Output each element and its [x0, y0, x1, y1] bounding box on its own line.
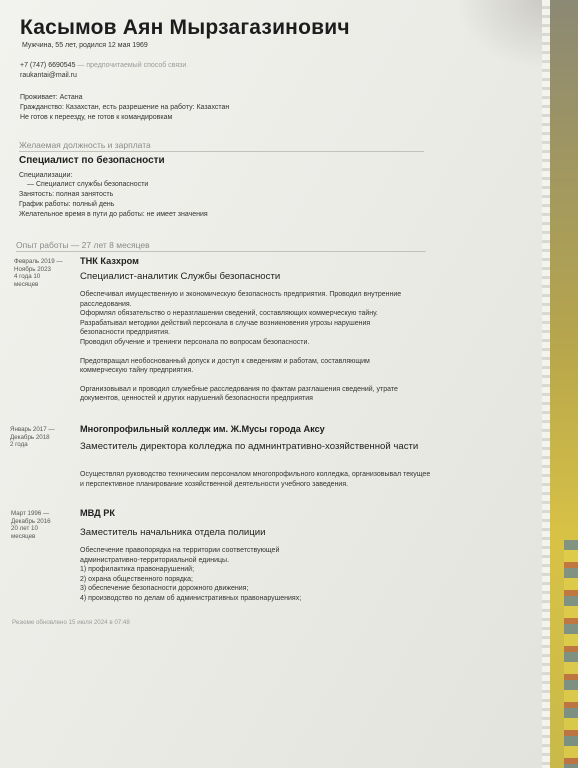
specialization-item: — Специалист службы безопасности — [27, 181, 149, 188]
candidate-bio: Мужчина, 55 лет, родился 12 мая 1969 — [22, 42, 148, 49]
contact-email[interactable]: raukantai@mail.ru — [20, 72, 77, 79]
paper-edge — [542, 0, 550, 768]
contact-phone-line — [20, 61, 186, 71]
specializations-label: Специализации: — [19, 172, 73, 179]
job-description: Обеспечивал имущественную и экономическую безопасность предприятия. Проводил внутренние расследования. Оформлял обязательство о неразглашении сведений, составляющих коммерческую тайну. Разрабатывал методики действий персонала в случае возникновения угрозы нарушения безопасности предприятия. Проводил обучение и тренинги персонала по вопросам безопасности. Предотвращал необоснованный допуск и доступ к сведениям и работам, составляющим коммерческую тайну предприятия. Организовывал и проводил служебные расследования по фактам разглашения сведений, утрате документов, ценностей и других нарушений безопасности предприятия — [80, 291, 402, 403]
section-divider — [19, 151, 424, 152]
desired-position: Специалист по безопасности — [19, 155, 165, 166]
job-company: МВД РК — [80, 508, 116, 518]
job-position: Заместитель директора колледжа по адмнинтративно-хозяйственной части — [80, 441, 419, 452]
employment-type: Занятость: полная занятость — [19, 191, 114, 198]
work-schedule: График работы: полный день — [19, 201, 115, 208]
job-company: ТНК Казхром — [80, 256, 139, 266]
phone-note: — предпочитаемый способ связи — [77, 62, 187, 69]
job-period: Февраль 2019 — Ноябрь 2023 4 года 10 месяцев — [14, 258, 63, 288]
job-description: Обеспечение правопорядка на территории соответствующей административно-территориальной единицы. 1) профилактика правонарушений; 2) охрана общественного порядка; 3) обеспечение безопасности дорожного движения; 4) производство по делам об административных правонарушениях; — [80, 547, 302, 602]
job-company: Многопрофильный колледж им. Ж.Мусы города Аксу — [80, 424, 325, 434]
resume-updated: Резюме обновлено 15 июля 2024 в 07:48 — [12, 619, 130, 626]
relocation: Не готов к переезду, не готов к командировкам — [20, 114, 173, 121]
job-description: Осуществлял руководство техническим персоналом многопрофильного колледжа, организовывал текущее и перспективное планирование хозяйственной деятельности учебного заведения. — [80, 471, 431, 488]
residence: Проживает: Астана — [20, 94, 83, 101]
experience-section-title: Опыт работы — 27 лет 8 месяцев — [16, 240, 150, 250]
job-period: Март 1996 — Декабрь 2016 20 лет 10 месяцев — [11, 510, 51, 540]
commute-time: Желательное время в пути до работы: не имеет значения — [19, 211, 208, 218]
desired-section-title: Желаемая должность и зарплата — [19, 140, 151, 150]
section-divider — [16, 251, 426, 252]
job-period: Январь 2017 — Декабрь 2018 2 года — [10, 426, 55, 449]
citizenship: Гражданство: Казахстан, есть разрешение на работу: Казахстан — [20, 104, 230, 111]
background-object — [564, 540, 578, 768]
phone-number[interactable]: +7 (747) 6690545 — [20, 62, 76, 69]
job-position: Заместитель начальника отдела полиции — [80, 527, 266, 538]
page-shadow — [455, 0, 545, 70]
job-position: Специалист-аналитик Службы безопасности — [80, 271, 281, 282]
candidate-name: Касымов Аян Мырзагазинович — [20, 16, 350, 39]
